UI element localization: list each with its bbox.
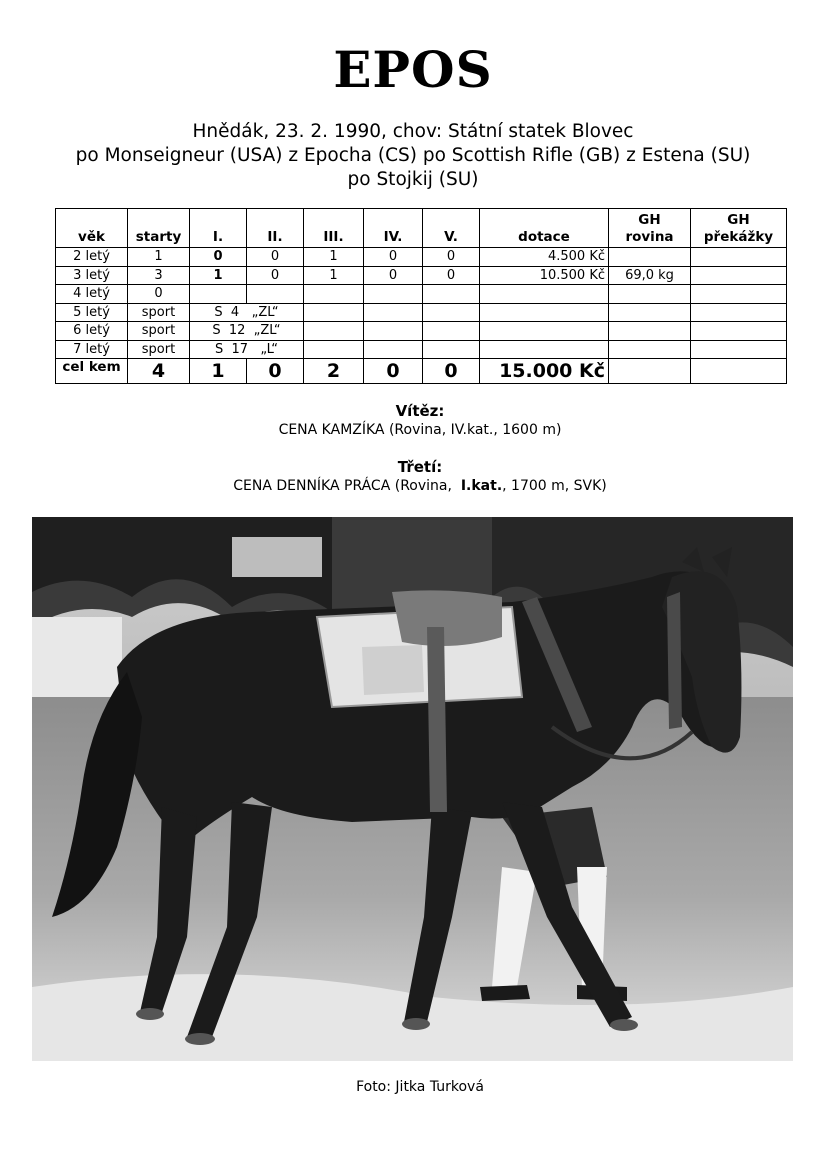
starts-cell: 1 <box>128 248 190 267</box>
age-cell: 4 letý <box>56 285 128 304</box>
sport-class-cell: S 12 „ZL“ <box>190 322 304 341</box>
starts-cell: 0 <box>128 285 190 304</box>
winner-heading: Vítěz: <box>395 402 445 420</box>
third-places-cell <box>304 340 364 359</box>
age-cell: 3 letý <box>56 266 128 285</box>
horse-name-title: EPOS <box>333 40 493 99</box>
total-fourth: 0 <box>364 359 423 384</box>
sport-class-cell: S 4 „ZL“ <box>190 303 304 322</box>
total-prize-money: 15.000 Kč <box>480 359 609 384</box>
starts-cell: sport <box>128 303 190 322</box>
table-row <box>56 322 787 341</box>
starts-cell: sport <box>128 340 190 359</box>
first-places-cell: 1 <box>190 266 247 285</box>
third-place-heading: Třetí: <box>397 458 443 476</box>
table-header-row <box>56 209 787 248</box>
gh-jump-cell <box>691 303 787 322</box>
prize-money-cell <box>480 340 609 359</box>
third-places-cell <box>304 322 364 341</box>
table-total-row <box>56 359 787 384</box>
second-places-cell: 0 <box>247 248 304 267</box>
gh-flat-cell <box>609 322 691 341</box>
prize-money-cell <box>480 285 609 304</box>
first-places-cell <box>190 285 247 304</box>
winner-section <box>0 402 826 438</box>
pedigree-line: po Monseigneur (USA) z Epocha (CS) po Scottish Rifle (GB) z Estena (SU) <box>75 145 751 166</box>
table-row <box>56 248 787 267</box>
first-places-cell: 0 <box>190 248 247 267</box>
column-header-fifth: V. <box>423 209 480 248</box>
gh-jump-cell <box>691 248 787 267</box>
column-header-fourth: IV. <box>364 209 423 248</box>
fourth-places-cell <box>364 303 423 322</box>
third-places-cell <box>304 303 364 322</box>
second-places-cell <box>247 285 304 304</box>
second-places-cell: 0 <box>247 266 304 285</box>
total-gh-flat <box>609 359 691 384</box>
column-header-prize-money: dotace <box>480 209 609 248</box>
pedigree-line-continued: po Stojkij (SU) <box>347 169 479 190</box>
starts-cell: sport <box>128 322 190 341</box>
fourth-places-cell: 0 <box>364 248 423 267</box>
fifth-places-cell: 0 <box>423 266 480 285</box>
table-row <box>56 340 787 359</box>
age-cell: 2 letý <box>56 248 128 267</box>
fourth-places-cell: 0 <box>364 266 423 285</box>
fifth-places-cell: 0 <box>423 248 480 267</box>
starts-cell: 3 <box>128 266 190 285</box>
total-second: 0 <box>247 359 304 384</box>
gh-flat-cell <box>609 285 691 304</box>
horse-details-line: Hnědák, 23. 2. 1990, chov: Státní statek Blovec <box>192 121 634 142</box>
gh-jump-cell <box>691 285 787 304</box>
fourth-places-cell <box>364 322 423 341</box>
total-label: cel kem <box>56 359 128 384</box>
gh-jump-cell <box>691 322 787 341</box>
gh-flat-cell <box>609 248 691 267</box>
third-places-cell: 1 <box>304 266 364 285</box>
fifth-places-cell <box>423 303 480 322</box>
column-header-second: II. <box>247 209 304 248</box>
fifth-places-cell <box>423 322 480 341</box>
column-header-first: I. <box>190 209 247 248</box>
total-third: 2 <box>304 359 364 384</box>
fourth-places-cell <box>364 285 423 304</box>
table-row <box>56 285 787 304</box>
prize-money-cell: 10.500 Kč <box>480 266 609 285</box>
race-statistics-table <box>55 208 787 384</box>
total-first: 1 <box>190 359 247 384</box>
photo-credit: Foto: Jitka Turková <box>356 1079 484 1095</box>
table-row <box>56 266 787 285</box>
age-cell: 7 letý <box>56 340 128 359</box>
total-fifth: 0 <box>423 359 480 384</box>
age-cell: 5 letý <box>56 303 128 322</box>
total-starts: 4 <box>128 359 190 384</box>
gh-flat-cell <box>609 303 691 322</box>
third-places-cell <box>304 285 364 304</box>
table-row <box>56 303 787 322</box>
third-places-cell: 1 <box>304 248 364 267</box>
fourth-places-cell <box>364 340 423 359</box>
column-header-age: věk <box>56 209 128 248</box>
prize-money-cell: 4.500 Kč <box>480 248 609 267</box>
third-place-race: CENA DENNÍKA PRÁCA (Rovina, I.kat., 1700 m, SVK) <box>233 478 607 494</box>
age-cell: 6 letý <box>56 322 128 341</box>
sport-class-cell: S 17 „L“ <box>190 340 304 359</box>
horse-photograph <box>32 517 793 1061</box>
gh-jump-cell <box>691 266 787 285</box>
column-header-gh-jump: GH překážky <box>691 209 787 248</box>
prize-money-cell <box>480 303 609 322</box>
fifth-places-cell <box>423 340 480 359</box>
winner-race: CENA KAMZÍKA (Rovina, IV.kat., 1600 m) <box>278 422 562 438</box>
prize-money-cell <box>480 322 609 341</box>
column-header-third: III. <box>304 209 364 248</box>
total-gh-jump <box>691 359 787 384</box>
gh-flat-cell <box>609 340 691 359</box>
fifth-places-cell <box>423 285 480 304</box>
gh-jump-cell <box>691 340 787 359</box>
column-header-gh-flat: GH rovina <box>609 209 691 248</box>
column-header-starts: starty <box>128 209 190 248</box>
third-place-section <box>0 458 826 494</box>
gh-flat-cell: 69,0 kg <box>609 266 691 285</box>
